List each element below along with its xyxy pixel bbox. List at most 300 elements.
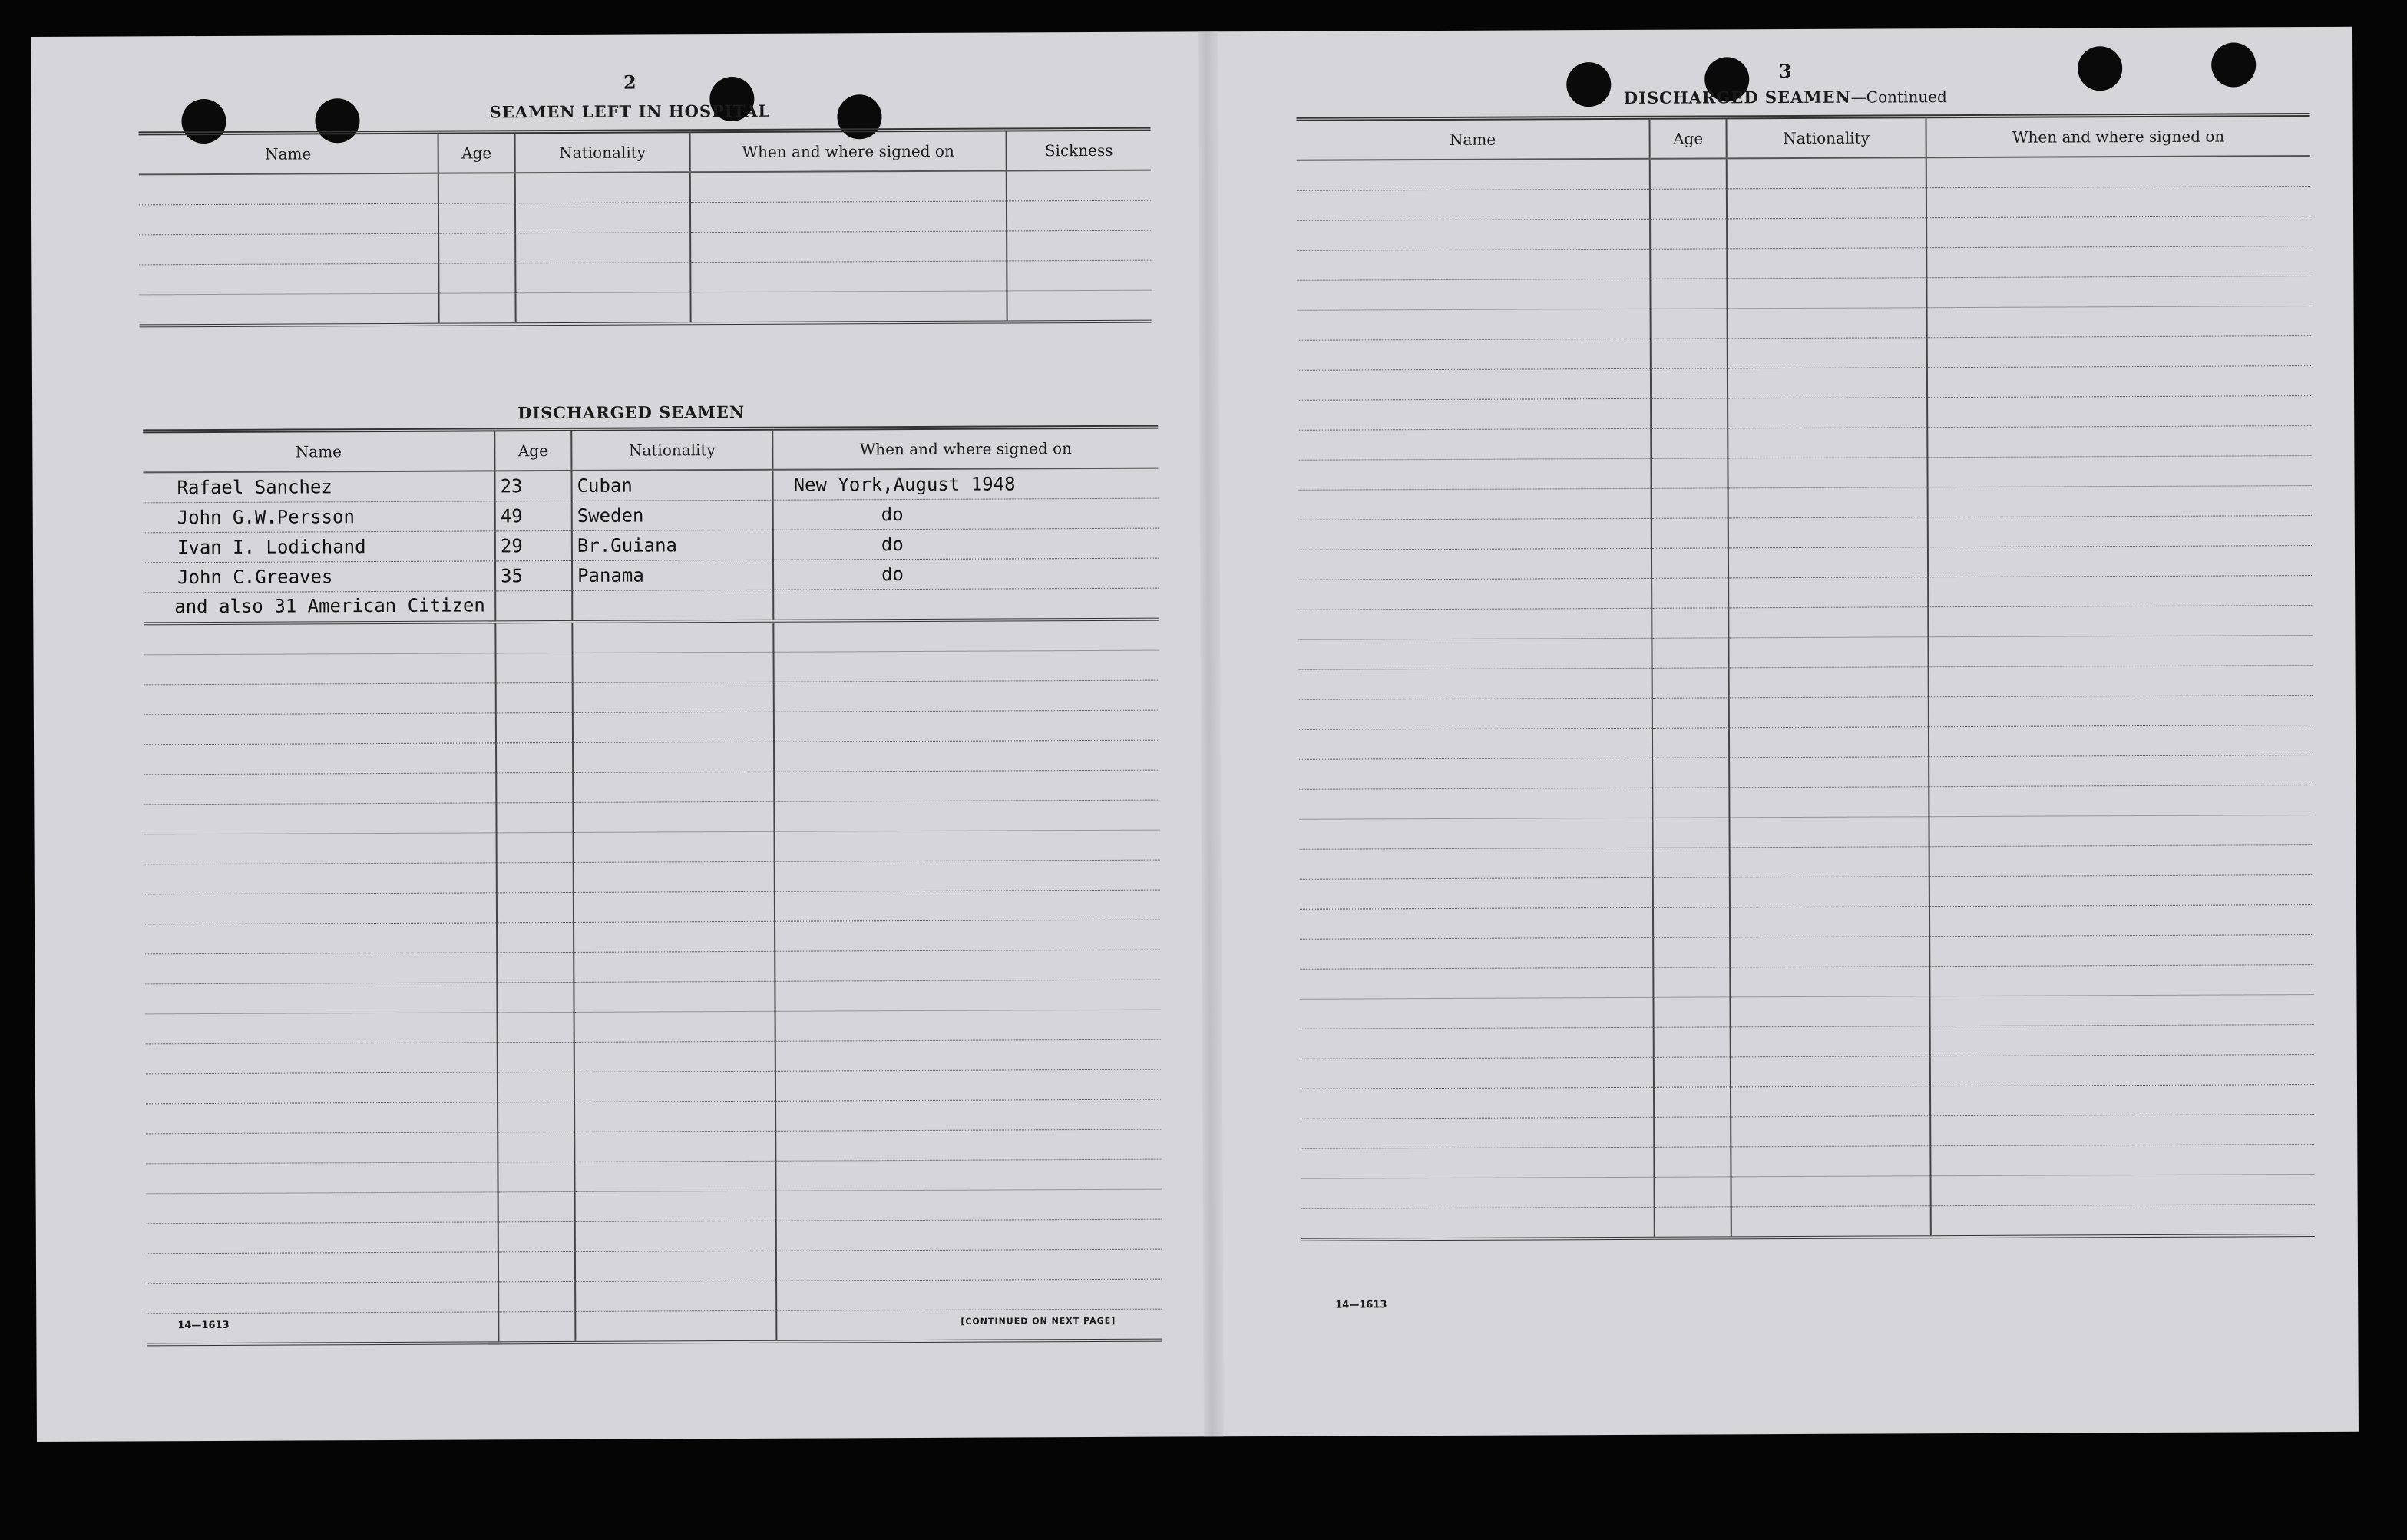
empty-cell [776, 1189, 1162, 1221]
empty-cell [1731, 1086, 1930, 1117]
empty-cell [1300, 937, 1653, 969]
empty-cell [497, 862, 574, 892]
table-row [144, 710, 1159, 745]
empty-cell [574, 1011, 775, 1042]
empty-cell [1728, 517, 1928, 548]
column-header-name: Name [143, 430, 494, 472]
empty-cell [147, 1252, 498, 1284]
empty-cell [774, 770, 1159, 801]
seaman-age: 35 [495, 560, 572, 590]
empty-cell [1298, 428, 1651, 460]
empty-cell [1298, 398, 1651, 430]
empty-cell [1929, 815, 2313, 847]
continued-section-title [1267, 85, 2303, 109]
table-row [147, 1309, 1162, 1344]
table-row [146, 1129, 1161, 1164]
empty-cell [575, 1191, 776, 1221]
empty-cell [573, 682, 774, 712]
empty-cell [1731, 1206, 1931, 1238]
empty-cell [498, 1042, 574, 1072]
table-row [1300, 845, 2313, 880]
empty-cell [144, 622, 495, 654]
empty-cell [1731, 1056, 1930, 1087]
empty-cell [1653, 848, 1730, 877]
empty-cell [1929, 965, 2313, 996]
table-row [1298, 396, 2311, 431]
empty-cell [573, 801, 774, 832]
empty-cell [1930, 1145, 2314, 1176]
empty-cell [495, 590, 572, 622]
empty-cell [1729, 817, 1929, 848]
table-row [139, 260, 1151, 295]
empty-cell [1651, 458, 1728, 488]
empty-cell [1930, 1085, 2314, 1116]
empty-cell [144, 713, 496, 745]
empty-cell [1300, 907, 1653, 939]
empty-cell [573, 652, 774, 682]
empty-cell [1730, 907, 1929, 937]
empty-cell [775, 860, 1160, 891]
title-text: DISCHARGED SEAMEN [1623, 87, 1851, 107]
empty-cell [147, 1222, 498, 1254]
empty-cell [144, 803, 496, 834]
empty-cell [1728, 428, 1927, 458]
empty-cell [1929, 666, 2313, 697]
empty-cell [1652, 788, 1729, 818]
empty-cell [774, 650, 1159, 682]
seaman-nationality: Sweden [572, 500, 773, 530]
empty-cell [574, 831, 775, 862]
hospital-table [139, 127, 1152, 328]
note-text: and also 31 American Citizen [174, 594, 485, 618]
empty-cell [776, 1219, 1162, 1251]
empty-cell [1729, 787, 1929, 818]
empty-cell [1730, 996, 1929, 1027]
continued-table [1296, 113, 2314, 1241]
empty-cell [1650, 279, 1727, 309]
empty-cell [573, 712, 774, 742]
column-header-name: Name [139, 132, 438, 174]
empty-cell [1727, 188, 1926, 219]
empty-cell [575, 1281, 776, 1311]
table-row [1301, 1025, 2314, 1059]
form-code: 14—1613 [177, 1319, 230, 1332]
table-row [145, 830, 1160, 864]
table-row [144, 620, 1159, 655]
seaman-name: Ivan I. Lodichand [144, 531, 495, 563]
table-row [139, 170, 1151, 205]
empty-cell [144, 743, 496, 775]
empty-cell [146, 1102, 498, 1134]
empty-cell [1297, 249, 1650, 280]
empty-cell [1929, 995, 2313, 1026]
empty-cell [1728, 607, 1928, 638]
empty-cell [574, 1131, 775, 1162]
form-code: 14—1613 [1335, 1299, 1387, 1311]
empty-cell [144, 683, 496, 715]
seaman-age: 49 [495, 501, 572, 530]
empty-cell [1299, 758, 1652, 789]
seaman-signed-on: do [773, 558, 1159, 590]
page-number: 3 [1778, 59, 1792, 83]
table-row [1300, 875, 2313, 910]
empty-cell [1654, 1117, 1731, 1147]
table-row [144, 558, 1159, 593]
empty-cell [1652, 578, 1728, 608]
table-row [146, 1099, 1161, 1134]
empty-cell [145, 863, 497, 894]
empty-cell [1730, 877, 1929, 907]
empty-cell [1654, 1147, 1731, 1177]
empty-cell [438, 173, 515, 203]
empty-cell [438, 203, 515, 233]
table-row [145, 860, 1160, 894]
empty-cell [497, 892, 574, 922]
table-row [1298, 306, 2311, 341]
column-header-age: Age [494, 429, 571, 471]
title-suffix: —Continued [1850, 88, 1947, 107]
empty-cell [498, 1311, 575, 1343]
page-number: 2 [623, 71, 636, 94]
empty-cell [1297, 279, 1650, 310]
hospital-section-title: SEAMEN LEFT IN HOSPITAL [489, 101, 771, 122]
empty-cell [496, 802, 573, 832]
empty-cell [573, 772, 774, 802]
table-row [147, 1249, 1162, 1284]
table-row [147, 1279, 1162, 1314]
table-row [1298, 636, 2312, 670]
empty-cell [572, 590, 773, 622]
empty-cell [1299, 668, 1652, 699]
empty-cell [497, 982, 574, 1012]
column-header-nationality: Nationality [571, 428, 772, 471]
empty-cell [575, 1251, 776, 1281]
column-header-nationality: Nationality [515, 131, 690, 173]
empty-cell [1651, 428, 1728, 458]
table-row [1299, 666, 2313, 700]
empty-cell [1652, 488, 1728, 518]
empty-cell [574, 1161, 775, 1191]
continued-table-body [1297, 156, 2315, 1240]
seaman-signed-on: New York,August 1948 [772, 468, 1158, 501]
empty-cell [1300, 848, 1653, 879]
table-row [146, 1010, 1161, 1044]
table-row [146, 1069, 1161, 1104]
empty-cell [1652, 548, 1728, 578]
empty-cell [1929, 696, 2313, 727]
empty-cell [438, 293, 515, 325]
table-row [1298, 456, 2311, 491]
empty-cell [1007, 260, 1151, 291]
empty-cell [515, 203, 690, 233]
empty-cell [498, 1281, 575, 1311]
empty-cell [774, 800, 1159, 831]
table-row [1301, 1085, 2314, 1119]
empty-cell [1728, 308, 1927, 339]
empty-cell [1926, 216, 2310, 248]
empty-cell [1926, 276, 2310, 308]
empty-cell [144, 653, 496, 685]
table-row [147, 1219, 1162, 1254]
note-cell [144, 591, 495, 623]
empty-cell [1930, 1115, 2314, 1146]
empty-cell [497, 832, 574, 862]
left-page [107, 32, 1152, 1332]
empty-cell [498, 1251, 575, 1281]
empty-cell [1301, 1057, 1654, 1089]
empty-cell [1007, 170, 1151, 201]
empty-cell [1299, 788, 1652, 819]
empty-cell [515, 292, 690, 324]
empty-cell [1653, 967, 1730, 997]
empty-cell [575, 1221, 776, 1251]
empty-cell [1729, 757, 1929, 788]
empty-cell [496, 772, 573, 802]
empty-cell [496, 742, 573, 772]
empty-cell [1728, 338, 1927, 368]
empty-cell [1728, 458, 1927, 488]
empty-cell [1652, 758, 1729, 788]
empty-cell [146, 1162, 498, 1194]
empty-cell [575, 1310, 776, 1343]
empty-cell [1652, 698, 1729, 728]
table-row [1301, 1175, 2315, 1209]
empty-cell [1653, 877, 1730, 907]
empty-cell [775, 950, 1160, 981]
discharged-blank-rows [144, 620, 1162, 1345]
empty-cell [1727, 278, 1926, 309]
table-row [1297, 246, 2310, 281]
empty-cell [515, 233, 690, 263]
empty-cell [773, 620, 1159, 653]
table-row [1300, 935, 2313, 970]
empty-cell [1928, 486, 2312, 517]
right-page [1267, 27, 2296, 1311]
empty-cell [1927, 336, 2311, 368]
empty-cell [1651, 368, 1728, 398]
seaman-name: Rafael Sanchez [143, 471, 494, 502]
table-row [1298, 576, 2312, 610]
empty-cell [1928, 516, 2312, 547]
empty-cell [690, 170, 1007, 202]
column-header-signed-on: When and where signed on [690, 130, 1007, 172]
empty-cell [145, 983, 497, 1014]
empty-cell [1301, 1117, 1654, 1148]
empty-cell [1926, 246, 2310, 278]
empty-cell [1928, 546, 2312, 577]
empty-cell [1297, 159, 1650, 191]
empty-cell [1731, 1116, 1930, 1147]
seaman-name: John G.W.Persson [144, 501, 495, 533]
empty-cell [1729, 697, 1929, 728]
table-row [144, 800, 1159, 834]
empty-cell [1927, 366, 2311, 398]
seaman-signed-on: do [773, 498, 1159, 530]
empty-cell [1654, 1027, 1731, 1057]
table-row [1298, 366, 2311, 401]
empty-cell [1007, 230, 1151, 261]
empty-cell [1930, 1175, 2314, 1206]
empty-cell [775, 830, 1160, 861]
table-row [146, 1159, 1161, 1194]
empty-cell [1301, 1177, 1655, 1208]
empty-cell [775, 980, 1160, 1011]
empty-cell [1650, 219, 1727, 249]
seaman-nationality: Br.Guiana [572, 530, 773, 560]
empty-cell [1652, 638, 1728, 668]
table-row [144, 650, 1159, 685]
empty-cell [574, 1041, 775, 1072]
empty-cell [1297, 219, 1650, 250]
empty-cell [1930, 1055, 2314, 1086]
empty-cell [1301, 1147, 1654, 1178]
seaman-age: 29 [495, 530, 572, 560]
continued-label: [CONTINUED ON NEXT PAGE] [960, 1315, 1116, 1327]
column-header-sickness: Sickness [1007, 129, 1151, 170]
seaman-signed-on: do [773, 528, 1159, 560]
empty-cell [1651, 398, 1728, 428]
empty-cell [1007, 200, 1151, 231]
empty-cell [145, 953, 497, 984]
table-row [1300, 995, 2313, 1029]
discharged-table-body [143, 468, 1159, 624]
empty-cell [574, 981, 775, 1012]
empty-cell [1653, 937, 1730, 967]
empty-cell [775, 1099, 1161, 1131]
empty-cell [690, 291, 1007, 323]
empty-cell [1926, 156, 2310, 188]
table-row [1297, 187, 2310, 221]
column-header-age: Age [438, 132, 515, 173]
hospital-table-body [139, 170, 1152, 326]
empty-cell [146, 1132, 498, 1164]
empty-cell [1299, 728, 1652, 759]
empty-cell [1298, 368, 1651, 400]
empty-cell [775, 1069, 1161, 1101]
table-row [145, 920, 1160, 954]
empty-cell [145, 923, 497, 954]
empty-cell [1731, 1176, 1931, 1207]
empty-cell [775, 1159, 1161, 1191]
table-row [144, 740, 1159, 775]
empty-cell [498, 1102, 574, 1132]
empty-cell [1300, 877, 1653, 909]
empty-cell [147, 1282, 498, 1314]
empty-cell [1300, 997, 1653, 1029]
table-row [145, 980, 1160, 1014]
table-row [1299, 755, 2313, 790]
empty-cell [1652, 668, 1729, 698]
table-row [1298, 516, 2312, 550]
empty-cell [498, 1132, 574, 1162]
empty-cell [1927, 426, 2311, 458]
empty-cell [1929, 875, 2313, 907]
table-row [1299, 725, 2313, 760]
empty-cell [146, 1013, 498, 1044]
empty-cell [574, 1101, 775, 1132]
table-row [139, 290, 1151, 326]
empty-cell [515, 263, 690, 293]
empty-cell [574, 1071, 775, 1102]
empty-cell [1655, 1207, 1731, 1238]
table-row [1297, 216, 2310, 251]
empty-cell [775, 920, 1160, 951]
column-header-signed-on: When and where signed on [772, 427, 1158, 470]
empty-cell [146, 1072, 498, 1104]
empty-cell [1299, 698, 1652, 729]
empty-cell [145, 893, 497, 924]
column-header-name: Name [1296, 117, 1649, 160]
table-row [1300, 905, 2313, 940]
empty-cell [573, 742, 774, 772]
empty-cell [690, 231, 1007, 263]
empty-cell [1298, 339, 1651, 370]
table-row [1301, 1205, 2315, 1240]
discharged-table [143, 425, 1162, 1347]
table-row [1299, 815, 2313, 850]
empty-cell [1298, 488, 1652, 520]
center-fold [1198, 31, 1224, 1436]
table-row [144, 498, 1159, 533]
seaman-age: 23 [494, 471, 571, 501]
empty-cell [1301, 1207, 1655, 1240]
table-row [145, 890, 1160, 924]
table-row [139, 230, 1151, 265]
empty-cell [1298, 578, 1652, 610]
empty-cell [1731, 1026, 1930, 1057]
empty-cell [572, 621, 773, 653]
empty-cell [438, 263, 515, 293]
empty-cell [1652, 818, 1729, 848]
empty-cell [574, 951, 775, 982]
empty-cell [690, 261, 1007, 292]
table-row [144, 528, 1159, 563]
table-row [143, 468, 1158, 503]
empty-cell [139, 293, 438, 326]
empty-cell [498, 1191, 575, 1221]
table-row [1298, 546, 2312, 580]
empty-cell [139, 203, 438, 235]
empty-cell [1728, 487, 1928, 518]
empty-cell [1728, 547, 1928, 578]
empty-cell [1929, 845, 2313, 877]
empty-cell [1727, 218, 1926, 249]
empty-cell [496, 682, 573, 712]
empty-cell [1298, 518, 1652, 550]
column-header-signed-on: When and where signed on [1926, 115, 2309, 158]
empty-cell [1729, 727, 1929, 758]
table-row [144, 770, 1159, 805]
empty-cell [1929, 905, 2313, 937]
empty-cell [1728, 368, 1927, 398]
document-sheet [31, 27, 2359, 1442]
empty-cell [1929, 755, 2313, 787]
table-row [1299, 785, 2313, 820]
empty-cell [1727, 157, 1926, 189]
empty-cell [496, 712, 573, 742]
seaman-name: John C.Greaves [144, 561, 495, 593]
empty-cell [497, 952, 574, 982]
empty-cell [1651, 309, 1728, 339]
empty-cell [1929, 725, 2313, 757]
empty-cell [1930, 1025, 2314, 1056]
table-row [144, 588, 1159, 623]
empty-cell [1731, 1146, 1930, 1177]
table-row [139, 200, 1151, 235]
empty-cell [1927, 456, 2311, 487]
empty-cell [1929, 785, 2313, 817]
table-row [1298, 336, 2311, 371]
